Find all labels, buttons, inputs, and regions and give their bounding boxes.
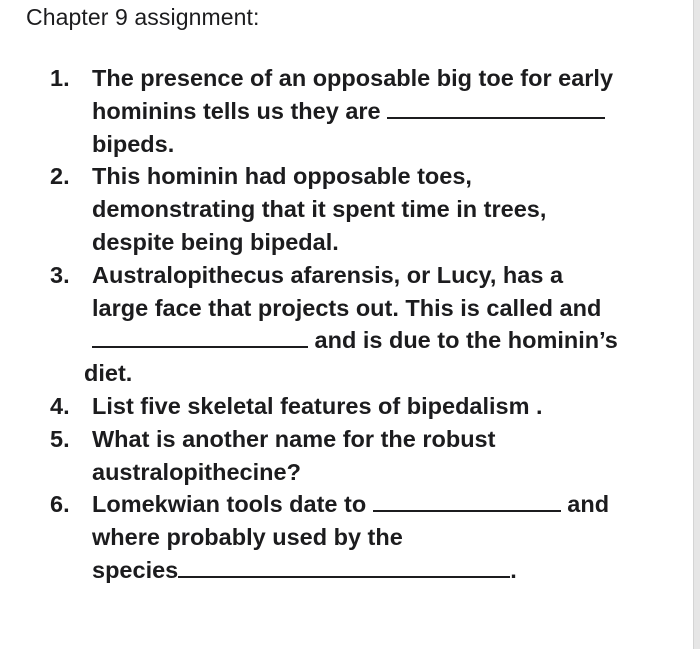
- question-4: [50, 390, 680, 423]
- question-text: [84, 259, 680, 390]
- question-text: [92, 488, 680, 586]
- question-line: [92, 95, 680, 128]
- question-6: [50, 488, 680, 586]
- answer-blank: [373, 490, 561, 512]
- answer-blank: [178, 556, 510, 578]
- question-line: [92, 488, 680, 521]
- page-edge: [693, 0, 700, 649]
- question-line-text: species: [92, 556, 179, 583]
- question-number: 5.: [50, 425, 70, 452]
- question-text: [92, 62, 680, 160]
- question-line: List five skeletal features of bipedalism .: [92, 392, 543, 419]
- question-number: 1.: [50, 65, 70, 91]
- question-line: diet.: [84, 360, 133, 387]
- question-line: bipeds.: [92, 130, 175, 157]
- question-line: [92, 554, 680, 587]
- question-number: 3.: [50, 261, 70, 288]
- question-line: The presence of an opposable big toe for early: [92, 65, 614, 91]
- question-line: australopithecine?: [92, 458, 301, 485]
- question-line-text: and is due to the hominin’s: [314, 327, 618, 354]
- question-number: 2.: [50, 163, 70, 190]
- question-line: [92, 324, 680, 357]
- question-text: [92, 160, 680, 258]
- question-line: Australopithecus afarensis, or Lucy, has a: [92, 261, 564, 288]
- question-line: This hominin had opposable toes,: [92, 163, 472, 190]
- question-text: [92, 423, 680, 489]
- answer-blank: [387, 97, 605, 119]
- question-5: [50, 423, 680, 489]
- question-line: What is another name for the robust: [92, 425, 496, 452]
- answer-blank: [92, 326, 308, 348]
- page-title: Chapter 9 assignment:: [26, 4, 260, 30]
- question-2: [50, 160, 680, 258]
- question-line-text: Lomekwian tools date to: [92, 491, 367, 518]
- question-line: large face that projects out. This is called and: [92, 294, 602, 321]
- question-line: where probably used by the: [92, 524, 403, 551]
- question-line-text: and: [567, 491, 610, 518]
- question-number: 6.: [50, 491, 70, 518]
- question-3: [50, 259, 680, 390]
- question-line-text: hominins tells us they are: [92, 97, 381, 124]
- question-line: despite being bipedal.: [92, 228, 339, 255]
- question-line: demonstrating that it spent time in trees,: [92, 196, 547, 223]
- question-1: [50, 62, 680, 160]
- question-line-text: .: [510, 556, 517, 583]
- question-number: 4.: [50, 392, 70, 419]
- question-list: [50, 62, 680, 587]
- question-text: [92, 390, 680, 423]
